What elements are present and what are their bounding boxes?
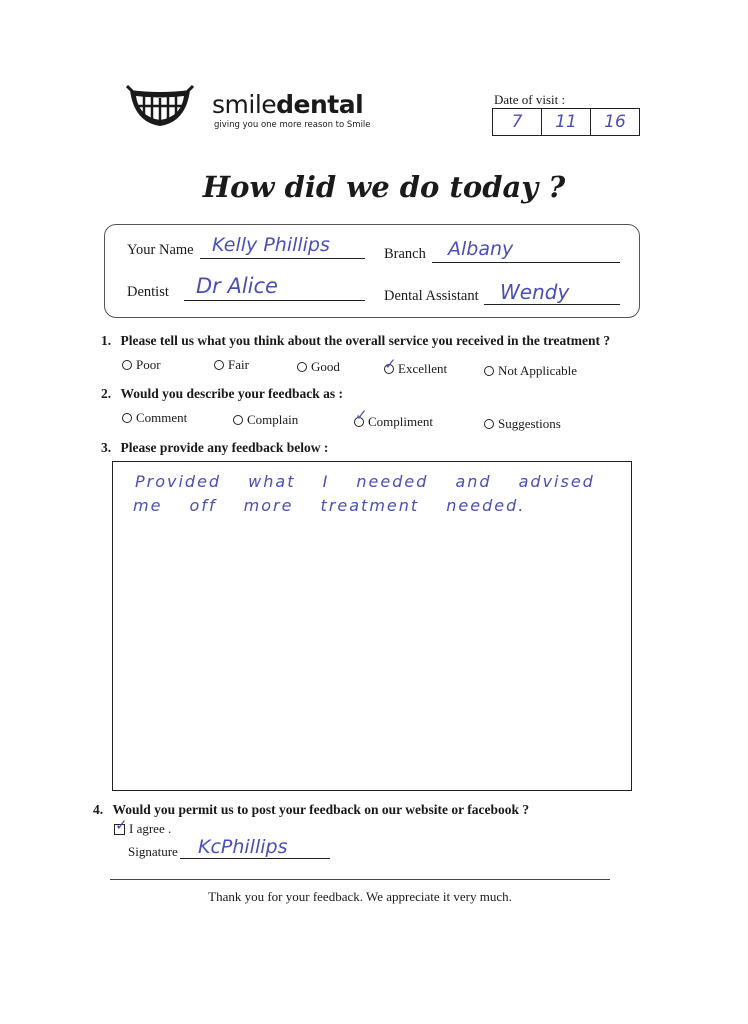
radio-icon xyxy=(484,366,494,376)
name-line xyxy=(200,258,365,259)
radio-icon xyxy=(354,406,368,427)
radio-icon xyxy=(214,360,224,370)
q1-option-excellent[interactable] xyxy=(384,355,448,377)
feedback-textarea[interactable] xyxy=(112,461,632,791)
option-label: Fair xyxy=(228,357,249,372)
signature-line xyxy=(180,858,330,859)
radio-icon xyxy=(122,413,132,423)
q2-option-comment[interactable] xyxy=(122,410,187,426)
name-value: Kelly Phillips xyxy=(212,234,330,256)
option-label: Excellent xyxy=(398,361,448,376)
logo xyxy=(126,82,386,134)
footer-divider xyxy=(110,879,610,880)
branch-label: Branch xyxy=(384,246,426,262)
feedback-line-2: me off more treatment needed. xyxy=(133,496,526,515)
footer-message: Thank you for your feedback. We appreciate it very much. xyxy=(208,889,512,904)
feedback-line-1: Provided what I needed and advised xyxy=(135,472,595,491)
checkmark-icon: ✓ xyxy=(384,355,397,373)
assistant-value: Wendy xyxy=(500,280,570,304)
name-label: Your Name xyxy=(127,242,194,258)
question-1-text: Please tell us what you think about the overall service you received in the treatment ? xyxy=(120,333,611,348)
question-3-text: Please provide any feedback below : xyxy=(120,440,329,455)
signature-label: Signature xyxy=(128,844,178,859)
question-4 xyxy=(93,802,529,818)
option-label: Poor xyxy=(136,357,161,372)
branch-value: Albany xyxy=(448,238,514,260)
question-1-number: 1. xyxy=(101,333,112,348)
signature-value: KcPhillips xyxy=(198,836,288,858)
dentist-label: Dentist xyxy=(127,284,169,300)
dentist-line xyxy=(184,300,365,301)
page-title: How did we do today ? xyxy=(202,170,566,204)
q2-option-complain[interactable] xyxy=(233,412,298,428)
assistant-label: Dental Assistant xyxy=(384,288,479,304)
visit-date-label: Date of visit : xyxy=(494,92,566,107)
smile-teeth-icon xyxy=(126,82,194,132)
checkmark-icon: ✓ xyxy=(355,406,368,424)
visit-date-box xyxy=(492,108,640,136)
q1-option-fair[interactable] xyxy=(214,357,249,373)
branch-line xyxy=(432,262,620,263)
option-label: Not Applicable xyxy=(498,363,578,378)
option-label: Suggestions xyxy=(498,416,561,431)
q2-option-suggestions[interactable] xyxy=(484,416,561,432)
logo-tagline: giving you one more reason to Smile xyxy=(214,120,371,130)
radio-icon xyxy=(122,360,132,370)
q1-option-poor[interactable] xyxy=(122,357,161,373)
agree-checkbox[interactable] xyxy=(114,815,128,835)
question-2-text: Would you describe your feedback as : xyxy=(120,386,344,401)
visit-date-day: 7 xyxy=(493,109,542,135)
checkmark-icon: ✓ xyxy=(115,815,128,834)
q2-option-compliment[interactable] xyxy=(354,406,433,430)
question-3-number: 3. xyxy=(101,440,112,455)
question-4-number: 4. xyxy=(93,802,104,817)
visit-date-month: 11 xyxy=(542,109,591,135)
assistant-line xyxy=(484,304,620,305)
visit-date-year: 16 xyxy=(604,112,626,132)
agree-checkbox-option[interactable] xyxy=(114,815,172,837)
logo-wordmark xyxy=(212,90,363,119)
q1-option-good[interactable] xyxy=(297,359,340,375)
radio-icon xyxy=(297,362,307,372)
agree-label: I agree . xyxy=(129,821,172,836)
logo-word-light: smile xyxy=(212,90,277,119)
option-label: Complain xyxy=(247,412,299,427)
question-1 xyxy=(101,333,610,349)
q1-option-not-applicable[interactable] xyxy=(484,363,577,379)
radio-icon xyxy=(484,419,494,429)
question-4-text: Would you permit us to post your feedback on our website or facebook ? xyxy=(112,802,530,817)
option-label: Compliment xyxy=(368,414,433,429)
option-label: Good xyxy=(311,359,340,374)
dentist-value: Dr Alice xyxy=(196,274,278,298)
option-label: Comment xyxy=(136,410,188,425)
logo-word-bold: dental xyxy=(276,90,364,119)
question-3 xyxy=(101,440,328,456)
radio-icon xyxy=(384,355,397,374)
question-2 xyxy=(101,386,343,402)
radio-icon xyxy=(233,415,243,425)
question-2-number: 2. xyxy=(101,386,112,401)
